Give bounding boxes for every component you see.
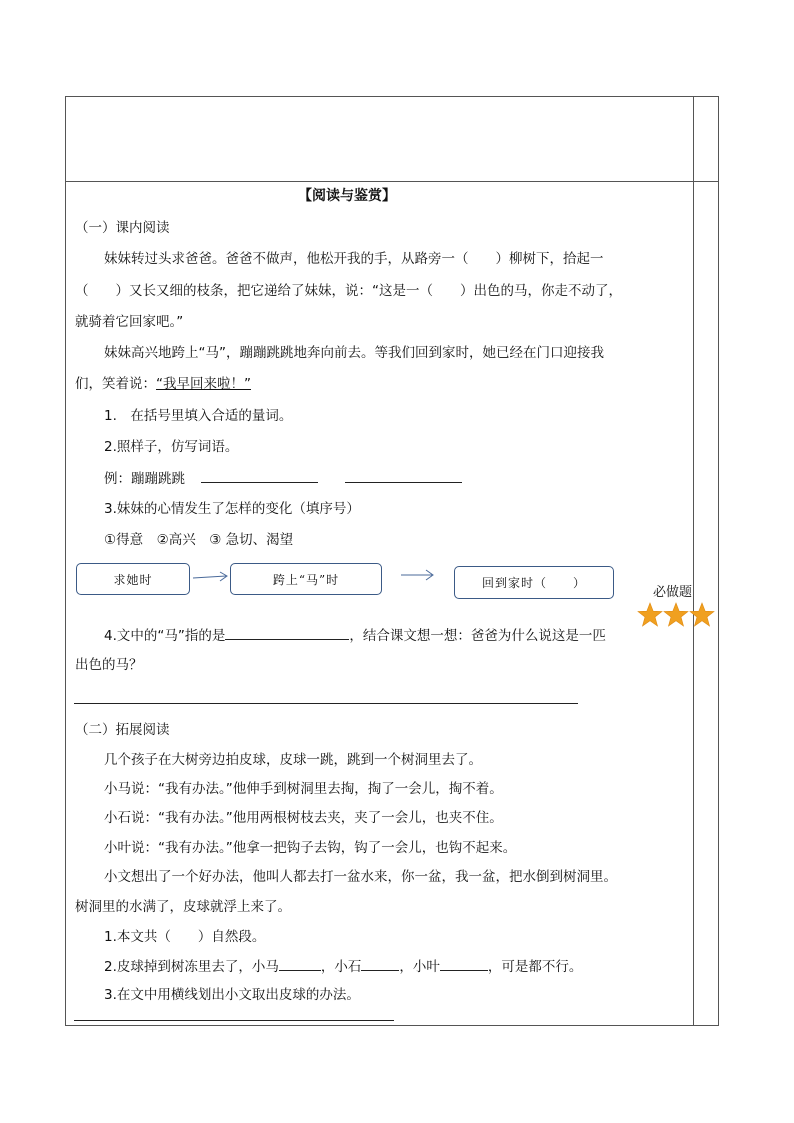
part1-heading: （一）课内阅读 bbox=[75, 220, 170, 236]
column-divider bbox=[693, 97, 694, 1025]
answer-blank[interactable] bbox=[225, 627, 349, 640]
q4-prefix: 4.文中的“马”指的是 bbox=[104, 628, 226, 644]
part2-line: 小马说：“我有办法。”他伸手到树洞里去掏，掏了一会儿，掏不着。 bbox=[104, 781, 503, 797]
flow-box-riding: 跨上“马”时 bbox=[230, 563, 382, 595]
part1-question-2: 2.照样子，仿写词语。 bbox=[104, 439, 239, 455]
part1-para2-quote: “我早回来啦！” bbox=[156, 376, 251, 392]
star-icon bbox=[638, 603, 662, 626]
answer-line[interactable] bbox=[74, 703, 578, 704]
part1-question-4-line2: 出色的马？ bbox=[75, 657, 143, 673]
part2-line: 小叶说：“我有办法。”他拿一把钩子去钩，钩了一会儿，也钩不起来。 bbox=[104, 840, 517, 856]
part1-question-1: 1. 在括号里填入合适的量词。 bbox=[104, 408, 293, 424]
answer-blank[interactable] bbox=[361, 958, 399, 971]
required-label: 必做题 bbox=[653, 585, 693, 600]
part2-line: 树洞里的水满了，皮球就浮上来了。 bbox=[75, 899, 291, 915]
flow-arrow bbox=[192, 570, 230, 584]
part2-line: 小文想出了一个好办法，他叫人都去打一盆水来，你一盆，我一盆，把水倒到树洞里。 bbox=[104, 869, 617, 885]
star-icon bbox=[690, 603, 714, 626]
star-icon bbox=[664, 603, 688, 626]
part2-question-2 bbox=[104, 958, 582, 975]
row-divider bbox=[66, 181, 718, 182]
q2-part-a: 2.皮球掉到树冻里去了，小马 bbox=[104, 959, 279, 975]
part2-line: 几个孩子在大树旁边拍皮球，皮球一跳，跳到一个树洞里去了。 bbox=[104, 752, 482, 768]
part1-question-3: 3.妹妹的心情发生了怎样的变化（填序号） bbox=[104, 501, 360, 517]
part1-para1-line1: 妹妹转过头求爸爸。爸爸不做声，他松开我的手，从路旁一（ ）柳树下，拾起一 bbox=[104, 251, 604, 267]
part1-question-2-example bbox=[104, 470, 462, 487]
answer-blank[interactable] bbox=[201, 470, 318, 483]
difficulty-stars bbox=[637, 602, 715, 628]
answer-line[interactable] bbox=[74, 1020, 394, 1021]
part1-question-4 bbox=[104, 627, 606, 644]
answer-blank[interactable] bbox=[279, 958, 321, 971]
part1-para2-line1: 妹妹高兴地跨上“马”，蹦蹦跳跳地奔向前去。等我们回到家时，她已经在门口迎接我 bbox=[104, 345, 604, 361]
part2-line: 小石说：“我有办法。”他用两根树枝去夹，夹了一会儿，也夹不住。 bbox=[104, 810, 503, 826]
answer-blank[interactable] bbox=[440, 958, 488, 971]
part1-para2-line2 bbox=[75, 376, 251, 392]
part2-heading: （二）拓展阅读 bbox=[75, 722, 170, 738]
flow-arrow bbox=[400, 568, 436, 582]
example-word: 例：蹦蹦跳跳 bbox=[104, 471, 185, 487]
q2-part-d: ，可是都不行。 bbox=[487, 959, 583, 975]
part1-para1-line3: 就骑着它回家吧。” bbox=[75, 314, 184, 330]
q4-suffix: ，结合课文想一想：爸爸为什么说这是一匹 bbox=[349, 628, 606, 644]
part1-para2-prefix: 们，笑着说： bbox=[75, 376, 156, 392]
section-title: 【阅读与鉴赏】 bbox=[298, 188, 396, 204]
part2-question-3: 3.在文中用横线划出小文取出皮球的办法。 bbox=[104, 987, 360, 1003]
q2-part-c: ，小叶 bbox=[399, 959, 440, 975]
part2-question-1: 1.本文共（ ）自然段。 bbox=[104, 929, 266, 945]
flow-box-begging: 求她时 bbox=[76, 563, 190, 595]
part1-para1-line2: （ ）又长又细的枝条，把它递给了妹妹，说：“这是一（ ）出色的马，你走不动了， bbox=[75, 283, 622, 299]
q2-part-b: ，小石 bbox=[320, 959, 362, 975]
answer-blank[interactable] bbox=[345, 470, 462, 483]
part1-question-3-options: ①得意 ②高兴 ③ 急切、渴望 bbox=[104, 532, 294, 548]
flow-box-home: 回到家时（ ） bbox=[454, 566, 614, 599]
